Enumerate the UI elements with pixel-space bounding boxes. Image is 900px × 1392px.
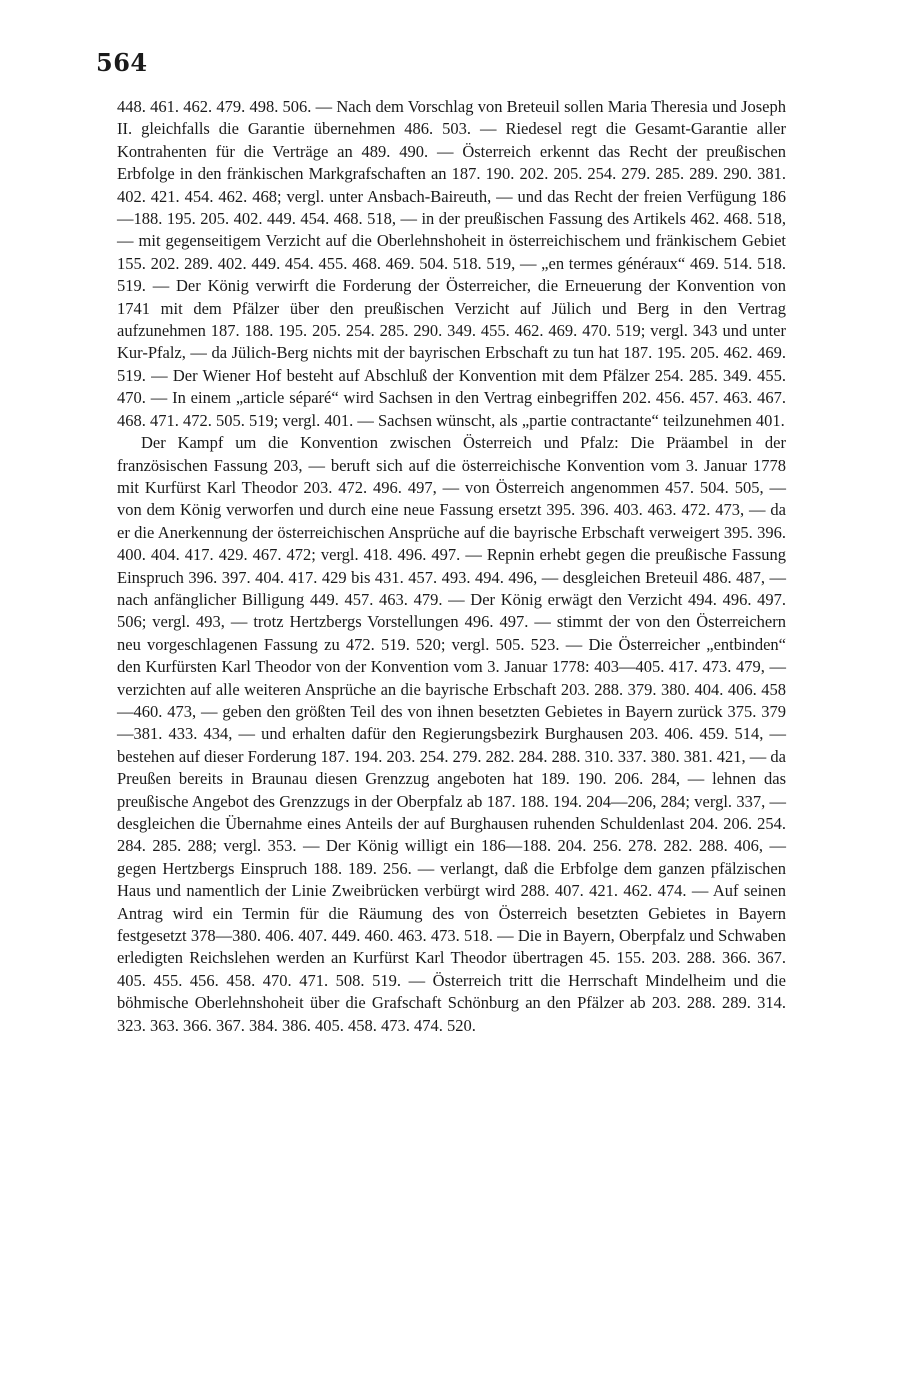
paragraph-2: Der Kampf um die Konvention zwischen Österreich und Pfalz: Die Präambel in der französischen Fassung 203, — beruft sich auf die österreichische Konvention vom 3. Januar 1778 mit Kurfürst Karl Theodor 203. 472. 496. 497, — von Österreich angenommen 457. 504. 505, — von dem König verworfen und durch eine neue Fassung ersetzt 395. 396. 403. 463. 472. 473, — da er die Anerkennung der österreichischen Ansprüche auf die bayrische Erbschaft verweigert 395. 396. 400. 404. 417. 429. 467. 472; vergl. 418. 496. 497. — Repnin erhebt gegen die preußische Fassung Einspruch 396. 397. 404. 417. 429 bis 431. 457. 493. 494. 496, — desgleichen Breteuil 486. 487, — nach anfänglicher Billigung 449. 457. 463. 479. — Der König erwägt den Verzicht 494. 496. 497. 506; vergl. 493, — trotz Hertzbergs Vorstellungen 496. 497. — stimmt der von den Österreichern neu vorgeschlagenen Fassung zu 472. 519. 520; vergl. 505. 523. — Die Österreicher „entbinden“ den Kurfürsten Karl Theodor von der Konvention vom 3. Januar 1778: 403—405. 417. 473. 479, — verzichten auf alle weiteren Ansprüche an die bayrische Erbschaft 203. 288. 379. 380. 404. 406. 458—460. 473, — geben den größten Teil des von ihnen besetzten Gebietes in Bayern zurück 375. 379—381. 433. 434, — und erhalten dafür den Regierungsbezirk Burghausen 203. 406. 459. 514, — bestehen auf dieser Forderung 187. 194. 203. 254. 279. 282. 284. 288. 310. 337. 380. 381. 421, — da Preußen bereits in Braunau diesen Grenzzug angeboten hat 189. 190. 206. 284, — lehnen das preußische Angebot des Grenzzugs in der Oberpfalz ab 187. 188. 194. 204—206, 284; vergl. 337, — desgleichen die Übernahme eines Anteils der auf Burghausen ruhenden Schuldenlast 204. 206. 254. 284. 285. 288; vergl. 353. — Der König willigt ein 186—188. 204. 256. 278. 282. 288. 406, — gegen Hertzbergs Einspruch 188. 189. 256. — verlangt, daß die Erbfolge dem ganzen pfälzischen Haus und namentlich der Linie Zweibrücken verbürgt wird 288. 407. 421. 462. 474. — Auf seinen Antrag wird ein Termin für die Räumung des von Österreich besetzten Gebietes in Bayern festgesetzt 378—380. 406. 407. 449. 460. 463. 473. 518. — Die in Bayern, Oberpfalz und Schwaben erledigten Reichslehen werden an Kurfürst Karl Theodor übertragen 45. 155. 203. 288. 366. 367. 405. 455. 456. 458. 470. 471. 508. 519. — Österreich tritt die Herrschaft Mindelheim und die böhmische Oberlehnshoheit über die Grafschaft Schönburg an den Pfälzer ab 203. 288. 289. 314. 323. 363. 366. 367. 384. 386. 405. 458. 473. 474. 520. (117, 433, 786, 1035)
paragraph-1: 448. 461. 462. 479. 498. 506. — Nach dem Vorschlag von Breteuil sollen Maria Theresia und Joseph II. gleichfalls die Garantie übernehmen 486. 503. — Riedesel regt die Gesamt-Garantie aller Kontrahenten für die Verträge an 489. 490. — Österreich erkennt das Recht der preußischen Erbfolge in den fränkischen Markgrafschaften an 187. 190. 202. 205. 254. 279. 285. 289. 290. 381. 402. 421. 454. 462. 468; vergl. unter Ansbach-Baireuth, — und das Recht der freien Verfügung 186—188. 195. 205. 402. 449. 454. 468. 518, — in der preußischen Fassung des Artikels 462. 468. 518, — mit gegenseitigem Verzicht auf die Oberlehnshoheit in österreichischem und fränkischem Gebiet 155. 202. 289. 402. 449. 454. 455. 468. 469. 504. 518. 519, — „en termes généraux“ 469. 514. 518. 519. — Der König verwirft die Forderung der Österreicher, die Erneuerung der Konvention von 1741 mit dem Pfälzer über den preußischen Verzicht auf Jülich und Berg in den Vertrag aufzunehmen 187. 188. 195. 205. 254. 285. 290. 349. 455. 462. 469. 470. 519; vergl. 343 und unter Kur-Pfalz, — da Jülich-Berg nichts mit der bayrischen Erbschaft zu tun hat 187. 195. 205. 462. 469. 519. — Der Wiener Hof besteht auf Abschluß der Konvention mit dem Pfälzer 254. 285. 349. 455. 470. — In einem „article séparé“ wird Sachsen in den Vertrag einbegriffen 202. 456. 457. 463. 467. 468. 471. 472. 505. 519; vergl. 401. — Sachsen wünscht, als „partie contractante“ teilzunehmen 401. (117, 97, 786, 430)
body-text (117, 96, 786, 1037)
page-number: 564 (96, 48, 148, 77)
